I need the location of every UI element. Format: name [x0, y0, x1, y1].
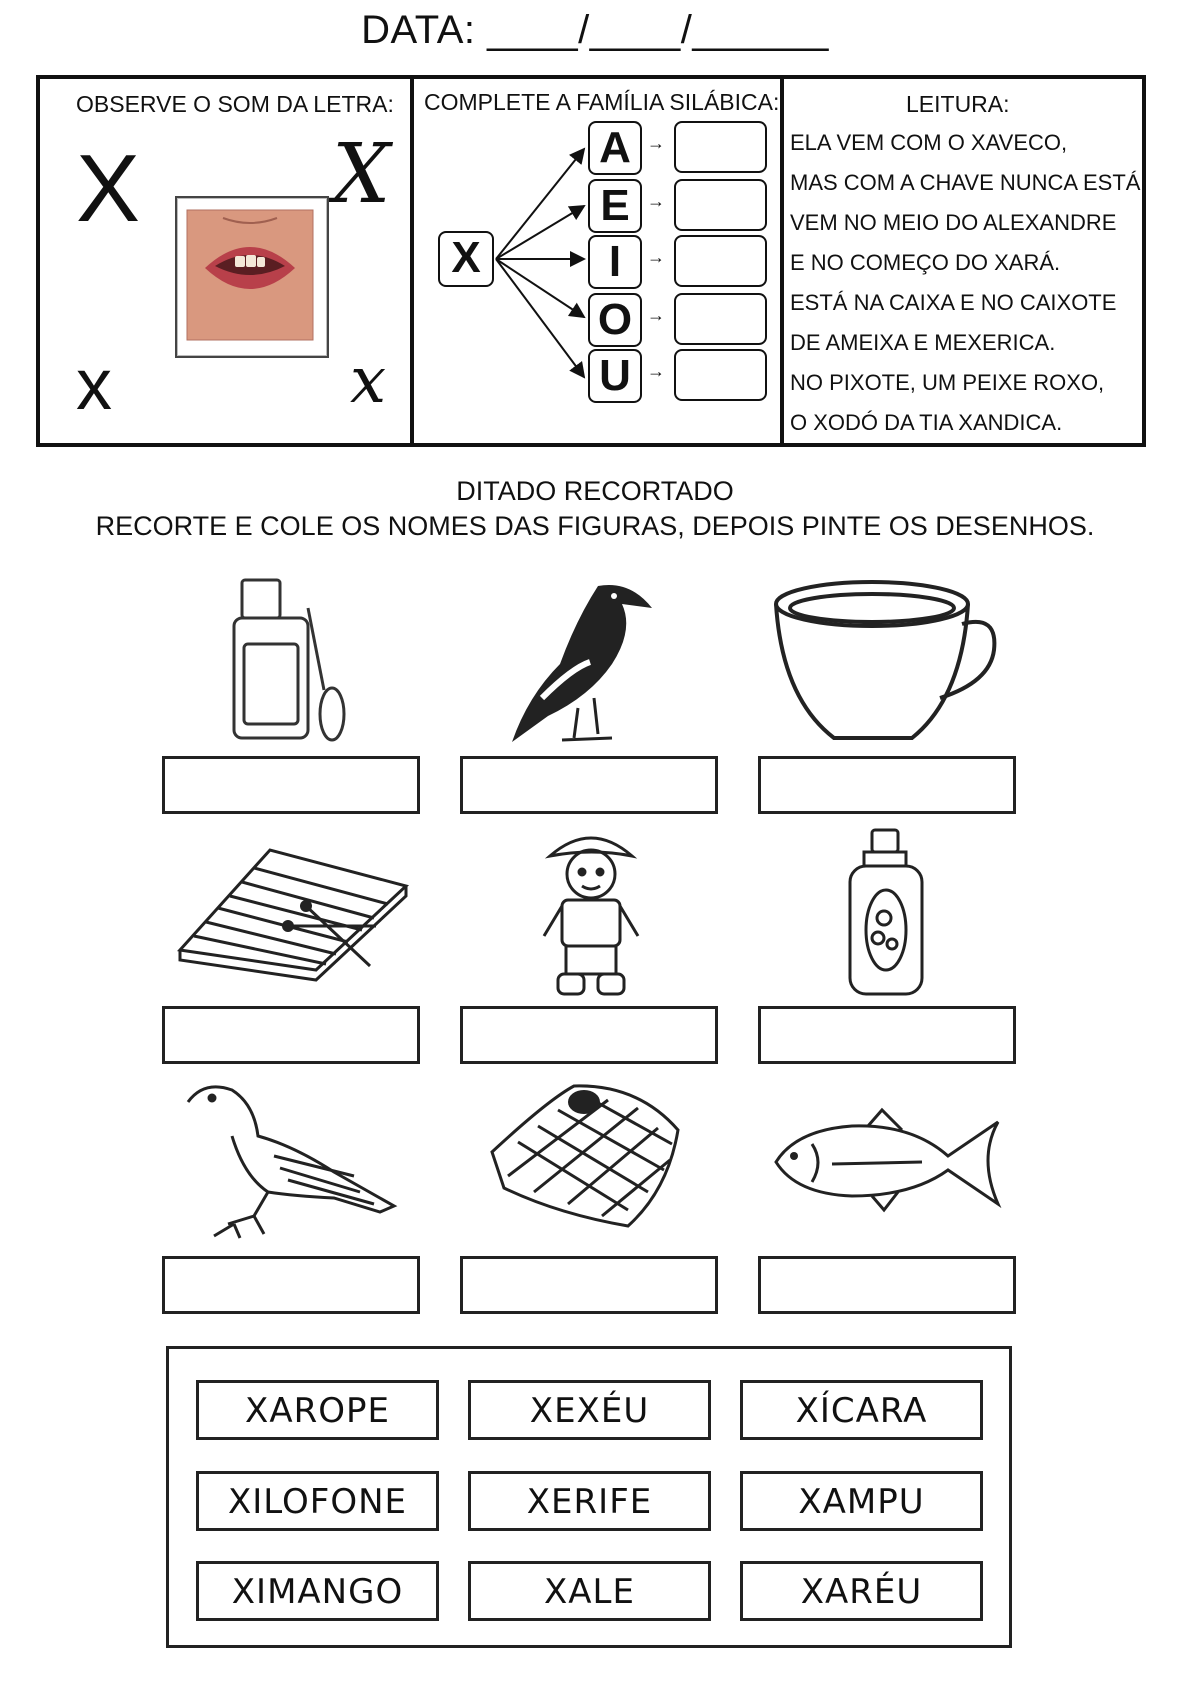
answer-box[interactable] [162, 756, 420, 814]
arrow-icon: → [647, 191, 665, 211]
hawk-icon [184, 1076, 400, 1244]
vowel-box-e: E [588, 179, 642, 233]
syllable-answer-box[interactable] [674, 349, 767, 401]
answer-box[interactable] [758, 756, 1016, 814]
reading-line: O XODÓ DA TIA XANDICA. [790, 410, 1063, 435]
vowel-box-a: A [588, 121, 642, 175]
vowel-box-u: U [588, 349, 642, 403]
boy-icon [536, 826, 646, 1000]
arrow-icon: → [647, 361, 665, 381]
reading-line: MAS COM A CHAVE NUNCA ESTÁ [790, 170, 1141, 195]
vowel-box-o: O [588, 293, 642, 347]
lowercase-cursive-letter: x [350, 344, 387, 418]
branch-arrows [40, 79, 780, 451]
syllable-answer-box[interactable] [674, 179, 767, 231]
reading-line: ELA VEM COM O XAVECO, [790, 130, 1068, 155]
syllable-answer-box[interactable] [674, 235, 767, 287]
syrup-bottle-icon [228, 572, 358, 747]
answer-box[interactable] [460, 1256, 718, 1314]
reading-line: VEM NO MEIO DO ALEXANDRE [790, 210, 1117, 235]
letter-sound-title: OBSERVE O SOM DA LETRA: [76, 91, 394, 117]
cup-icon [772, 578, 1002, 750]
word-card[interactable]: XAMPU [740, 1471, 983, 1531]
uppercase-cursive-letter: X [332, 127, 391, 222]
syllable-family-title: COMPLETE A FAMÍLIA SILÁBICA: [424, 89, 780, 115]
word-card[interactable]: XÍCARA [740, 1380, 983, 1440]
lowercase-print-letter: x [76, 345, 112, 425]
xylophone-icon [176, 846, 412, 976]
bird-icon [502, 578, 672, 748]
uppercase-print-letter: X [76, 135, 141, 242]
word-bank [166, 1346, 1012, 1648]
dictation-instruction: RECORTE E COLE OS NOMES DAS FIGURAS, DEPOIS PINTE OS DESENHOS. [95, 511, 1095, 541]
arrow-icon: → [647, 133, 665, 153]
arrow-icon: → [647, 247, 665, 267]
word-card[interactable]: XIMANGO [196, 1561, 439, 1621]
dictation-title: DITADO RECORTADO [456, 476, 734, 506]
shampoo-icon [844, 826, 928, 998]
answer-box[interactable] [162, 1006, 420, 1064]
word-card[interactable]: XEXÉU [468, 1380, 711, 1440]
fish-icon [772, 1104, 1004, 1214]
syllable-answer-box[interactable] [674, 121, 767, 173]
reading-line: DE AMEIXA E MEXERICA. [790, 330, 1056, 355]
column-divider [780, 79, 784, 443]
shawl-icon [488, 1080, 688, 1232]
word-card[interactable]: XALE [468, 1561, 711, 1621]
answer-box[interactable] [460, 756, 718, 814]
reading-line: NO PIXOTE, UM PEIXE ROXO, [790, 370, 1105, 395]
reading-line: E NO COMEÇO DO XARÁ. [790, 250, 1061, 275]
word-card[interactable]: XILOFONE [196, 1471, 439, 1531]
consonant-box: X [438, 231, 494, 287]
answer-box[interactable] [162, 1256, 420, 1314]
date-field: DATA: ____/____/______ [361, 8, 829, 52]
vowel-box-i: I [588, 235, 642, 289]
reading-line: ESTÁ NA CAIXA E NO CAIXOTE [790, 290, 1117, 315]
word-card[interactable]: XARÉU [740, 1561, 983, 1621]
arrow-icon: → [647, 305, 665, 325]
syllable-answer-box[interactable] [674, 293, 767, 345]
reading-title: LEITURA: [906, 91, 1010, 117]
answer-box[interactable] [758, 1256, 1016, 1314]
answer-box[interactable] [460, 1006, 718, 1064]
word-card[interactable]: XERIFE [468, 1471, 711, 1531]
word-card[interactable]: XAROPE [196, 1380, 439, 1440]
answer-box[interactable] [758, 1006, 1016, 1064]
